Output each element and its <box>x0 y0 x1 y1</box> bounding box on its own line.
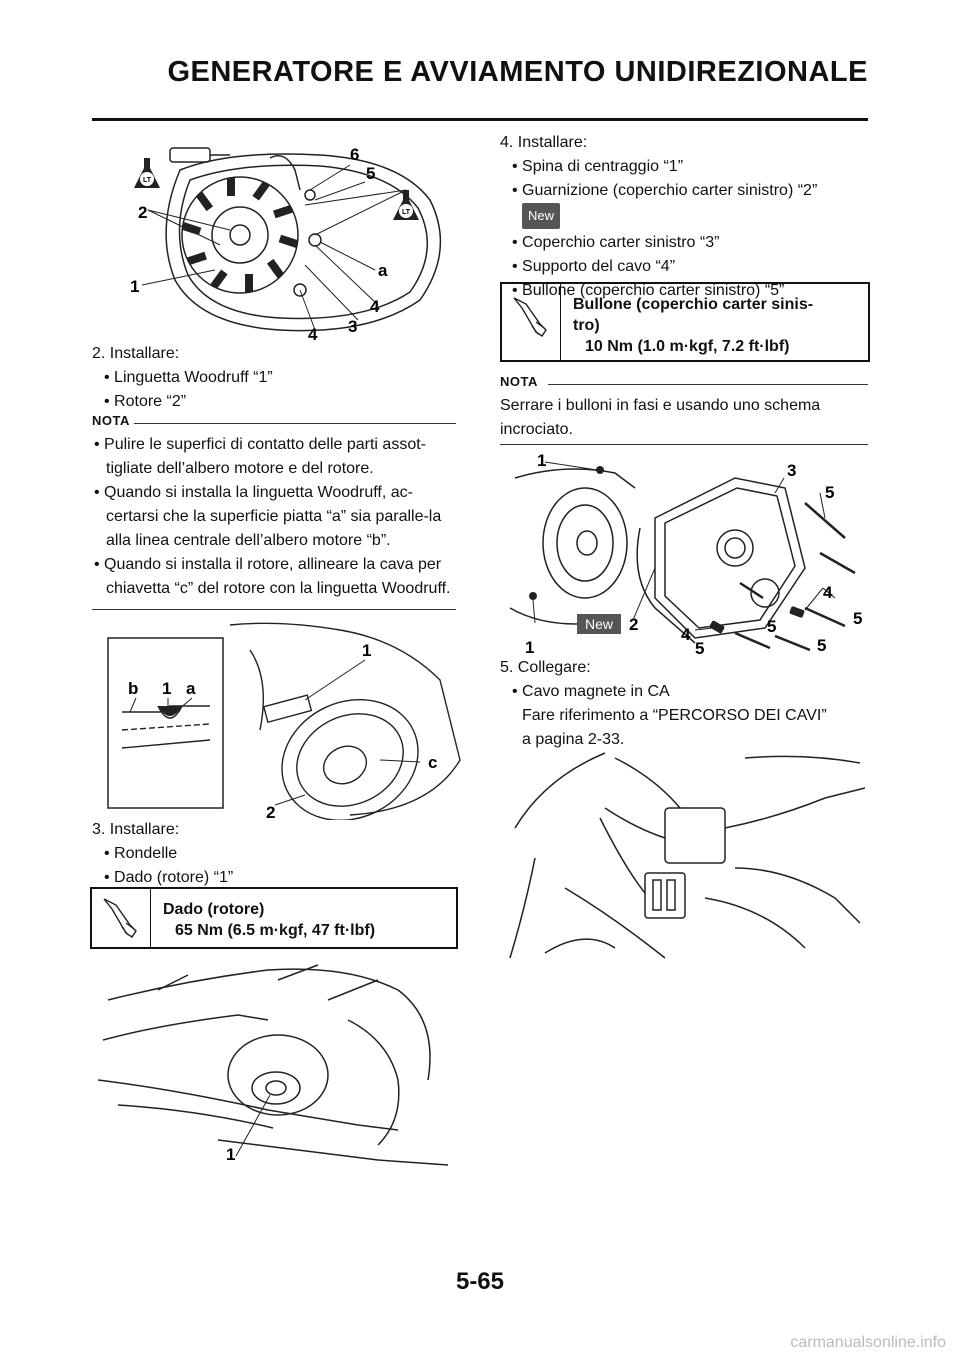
callout-6: 6 <box>350 145 360 164</box>
callout-5c: 5 <box>767 617 777 636</box>
figure-generator-stator <box>120 130 460 345</box>
nota-2-body: Serrare i bulloni in fasi e usando uno schema incrociato. <box>500 397 821 438</box>
spec-value: 10 Nm (1.0 m·kgf, 7.2 ft·lbf) <box>585 338 790 355</box>
new-part-badge: New <box>522 203 560 229</box>
callout-5b: 5 <box>853 609 863 628</box>
callout-5: 5 <box>366 164 376 183</box>
step-3-title: 3. Installare: <box>92 821 180 838</box>
callout-5: 5 <box>825 483 835 502</box>
nota-1-body <box>92 433 462 601</box>
step-4-item: • Supporto del cavo “4” <box>512 258 676 275</box>
step-4-item: • Coperchio carter sinistro “3” <box>512 234 720 251</box>
figure-crankcase-cover <box>505 448 875 658</box>
step-5-item: • Cavo magnete in CA <box>512 683 670 700</box>
watermark: carmanualsonline.info <box>790 1334 946 1351</box>
figure-woodruff-rotor <box>100 620 470 820</box>
callout-1: 1 <box>226 1145 236 1164</box>
step-5 <box>500 656 880 752</box>
callout-1b: 1 <box>525 638 535 657</box>
callout-2: 2 <box>629 615 639 634</box>
callout-a: a <box>378 261 388 280</box>
spec-name: Dado (rotore) <box>163 901 265 918</box>
step-4 <box>500 131 880 303</box>
nota-item: • Quando si installa la linguetta Woodruff, ac-certarsi che la superficie piatta “a” sia paralle-la alla linea centrale dell’albero motore “b”. <box>94 484 442 549</box>
step-5-reference: a pagina 2-33. <box>522 731 625 748</box>
callout-4b: 4 <box>308 325 318 344</box>
figure-rotor-nut <box>98 960 458 1170</box>
callout-4b: 4 <box>681 625 691 644</box>
nota-item: • Quando si installa il rotore, allineare la cava per chiavetta “c” del rotore con la linguetta Woodruff. <box>94 556 451 597</box>
step-4-item: • Spina di centraggio “1” <box>512 158 684 175</box>
torque-spec-box-2 <box>500 282 870 362</box>
step-4-title: 4. Installare: <box>500 134 588 151</box>
callout-2: 2 <box>138 203 148 222</box>
step-3-item: • Dado (rotore) “1” <box>104 869 234 886</box>
page-number: 5-65 <box>455 1268 505 1295</box>
callout-1: 1 <box>162 679 172 698</box>
nota-end-rule <box>92 609 456 610</box>
step-3-item: • Rondelle <box>104 845 178 862</box>
step-4-item: • Guarnizione (coperchio carter sinistro) “2” <box>512 182 818 199</box>
callout-b: b <box>128 679 139 698</box>
torque-spec-box <box>90 887 458 949</box>
step-4-item: • Bullone (coperchio carter sinistro) “5” <box>512 282 785 299</box>
nota-rule <box>548 384 868 385</box>
svg-text:New: New <box>584 616 614 632</box>
nota-item: • Pulire le superfici di contatto delle parti assot-tigliate dell’albero motore e del rotore. <box>94 436 426 477</box>
step-2 <box>92 342 273 414</box>
torque-wrench-icon <box>502 284 561 360</box>
callout-3: 3 <box>348 317 358 336</box>
page-header-title: GENERATORE E AVVIAMENTO UNIDIREZIONALE <box>167 56 868 88</box>
nota-rule <box>134 423 456 424</box>
figure-ac-magneto-lead <box>505 748 870 963</box>
callout-4: 4 <box>823 583 833 602</box>
step-5-title: 5. Collegare: <box>500 659 591 676</box>
callout-a: a <box>186 679 196 698</box>
callout-5d: 5 <box>817 636 827 655</box>
torque-wrench-icon <box>92 889 151 947</box>
lt-icon-left <box>134 158 160 188</box>
callout-4: 4 <box>370 297 380 316</box>
spec-value: 65 Nm (6.5 m·kgf, 47 ft·lbf) <box>175 922 376 939</box>
nota-label: NOTA <box>500 374 538 389</box>
spec-name-line2: tro) <box>573 317 600 334</box>
callout-5e: 5 <box>695 639 705 658</box>
nota-label: NOTA <box>92 413 130 428</box>
callout-3: 3 <box>787 461 797 480</box>
step-2-title: 2. Installare: <box>92 345 180 362</box>
step-3 <box>92 818 233 890</box>
step-5-reference: Fare riferimento a “PERCORSO DEI CAVI” <box>522 707 827 724</box>
svg-text:LT: LT <box>142 177 152 184</box>
step-2-item: • Rotore “2” <box>104 393 187 410</box>
nota-end-rule <box>500 444 868 445</box>
step-2-item: • Linguetta Woodruff “1” <box>104 369 273 386</box>
svg-text:LT: LT <box>401 209 411 216</box>
new-part-badge <box>577 614 621 634</box>
callout-1: 1 <box>537 451 547 470</box>
callout-2: 2 <box>266 803 276 820</box>
spec-name-line1: Bullone (coperchio carter sinis- <box>573 296 814 313</box>
callout-1: 1 <box>130 277 140 296</box>
callout-c: c <box>428 753 438 772</box>
callout-1b: 1 <box>362 641 372 660</box>
header-rule <box>92 118 868 121</box>
